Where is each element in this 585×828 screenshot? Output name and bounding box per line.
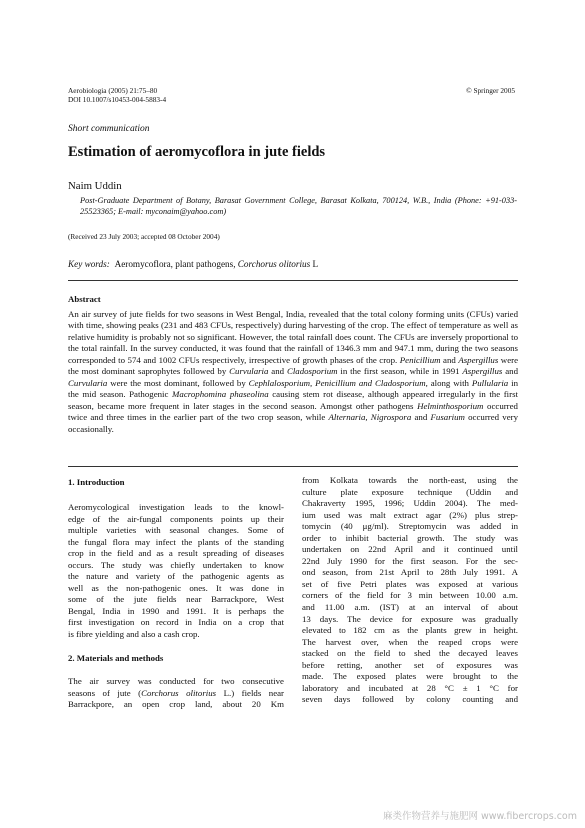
author-name: Naim Uddin xyxy=(68,180,122,192)
keywords-label: Key words: xyxy=(68,259,110,269)
keywords-text: Aeromycoflora, plant pathogens, xyxy=(114,259,238,269)
site-watermark: 麻类作物营养与施肥网 www.fibercrops.com xyxy=(382,811,577,822)
text-line: undertaken on 22nd April and it continued until xyxy=(302,544,518,555)
text-line: elevated to 182 cm as the plants grew in height. xyxy=(302,625,518,636)
text-line: multiple varieties with seasonal changes. Some of xyxy=(68,525,284,536)
text-line: first investigation on record in India on a crop that xyxy=(68,617,284,628)
text-line: the fungal flora may infect the plants of the standing xyxy=(68,536,284,547)
text-line: laboratory and incubated at 28 °C ± 1 °C for xyxy=(302,682,518,693)
section-heading-methods: 2. Materials and methods xyxy=(68,653,164,663)
text-line: Bengal, India in 1990 and 1991. It is perhaps the xyxy=(68,605,284,616)
text-line: before retting, another set of exposures was xyxy=(302,659,518,670)
text-line: ium used was malt extract agar (2%) plus strep- xyxy=(302,509,518,520)
text-line: seasons of jute (Corchorus olitorius L.) fields near xyxy=(68,687,284,698)
text-line: ond season, from 21st April to 28th July 1991. A xyxy=(302,567,518,578)
text-line: from Kolkata towards the north-east, using the xyxy=(302,475,518,485)
text-line: set of five Petri plates was exposed at various xyxy=(302,578,518,589)
text-line: 13 days. The device for exposure was gradually xyxy=(302,613,518,624)
text-line: Chakraverty 1995, 1996; Uddin 2004). The med- xyxy=(302,498,518,509)
text-line: The air survey was conducted for two consecutive xyxy=(68,676,284,686)
text-line: some of the jute fields near Barrackpore, West xyxy=(68,594,284,605)
text-line: The harvest over, when the reaped crops were xyxy=(302,636,518,647)
author-affiliation: Post-Graduate Department of Botany, Barasat Government College, Barasat Kolkata, 700124, W.B., India (Phone: +91-033-25523365; E-mail: myconaim@yahoo.com) xyxy=(80,196,517,216)
journal-line: Aerobiologia (2005) 21:75–80 xyxy=(68,86,158,95)
publisher-copyright: © Springer 2005 xyxy=(466,86,515,95)
abstract-body: An air survey of jute fields for two seasons in West Bengal, India, revealed that the total colony forming units (CFUs) varied with time, showing peaks (231 and 483 CFUs, respectively) during harvesting of the crop. The effect of temperature as well as relative humidity is probably not so significant. However, the total rainfall does count. The CFUs are inversely proportional to the total rainfall. In the survey conducted, it was found that the rainfall of 1346.3 mm and 947.1 mm, during the two seasons corresponded to 574 and 1002 CFUs respectively, irrespective of growth phases of the crop. Penicillium and Aspergillus were the most dominant saprophytes followed by Curvularia and Cladosporium in the first season, while in 1991 Aspergillus and Curvularia were the most dominant, followed by Cephlalosporium, Penicillium and Cladosporium, along with Pullularia in the mid season. Pathogenic Macrophomina phaseolina causing stem rot disease, although appeared irregularly in the first season, became more frequent in later stages in the second season. Amongst other pathogens Helminthosporium occurred twice and three times in the earlier part of the two crop season, while Alternaria, Nigrospora and Fusarium occurred very occasionally. xyxy=(68,309,519,434)
text-line: Barrackpore, an open crop land, about 20 Km xyxy=(68,699,284,710)
text-line: 22nd July 1990 for the first season. For the sec- xyxy=(302,555,518,566)
text-line: tomycin (40 μg/ml). Streptomycin was added in xyxy=(302,521,518,532)
text-line: is fibre yielding and also a cash crop. xyxy=(68,629,200,640)
divider-top xyxy=(68,280,518,281)
methods-body xyxy=(68,676,284,711)
text-line: made. The exposed plates were brought to the xyxy=(302,671,518,682)
journal-citation xyxy=(68,86,166,104)
text-line: edge of the air-fungal components points up their xyxy=(68,513,284,524)
text-line: culture plate exposure technique (Uddin and xyxy=(302,486,518,497)
divider-bottom xyxy=(68,466,518,467)
keywords xyxy=(68,259,318,269)
text-line: well as the non-pathogenic ones. It was done in xyxy=(68,582,284,593)
text-line: corners of the field for 3 min between 10.00 a.m. xyxy=(302,590,518,601)
introduction-body xyxy=(68,502,284,641)
text-line: Aeromycological investigation leads to the knowl- xyxy=(68,502,284,512)
text-line: crop in the field and as a result spreading of diseases xyxy=(68,548,284,559)
paper-title: Estimation of aeromycoflora in jute fields xyxy=(68,144,326,160)
text-line: seven days followed by colony counting and xyxy=(302,694,518,705)
keywords-suffix: L xyxy=(310,259,319,269)
abstract-heading: Abstract xyxy=(68,294,101,304)
text-line: occurs. The study was chiefly undertaken to know xyxy=(68,559,284,570)
text-line: stacked on the field to shed the decayed leaves xyxy=(302,648,518,659)
text-line: order to inhibit bacterial growth. The study was xyxy=(302,532,518,543)
right-column-body xyxy=(302,475,518,706)
keywords-species: Corchorus olitorius xyxy=(237,259,311,269)
article-type: Short communication xyxy=(68,124,150,134)
text-line: and 11.00 a.m. (IST) at an interval of about xyxy=(302,602,518,613)
text-line: the nature and variety of the pathogenic agents as xyxy=(68,571,284,582)
doi-line: DOI 10.1007/s10453-004-5883-4 xyxy=(68,95,167,104)
received-dates: (Received 23 July 2003; accepted 08 October 2004) xyxy=(68,232,220,241)
section-heading-introduction: 1. Introduction xyxy=(68,477,125,487)
